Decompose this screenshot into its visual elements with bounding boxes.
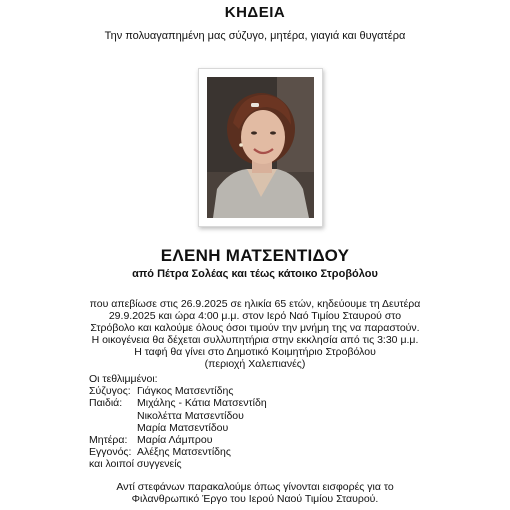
announcement-line: (περιοχή Χαλεπιανές) [204,358,306,370]
announcement-line: Η οικογένεια θα δέχεται συλλυπητήρια στην εκκλησία από τις 3:30 μ.μ. [91,334,419,346]
notice-title: ΚΗΔΕΙΑ [224,4,286,21]
children-row [89,422,469,434]
donation-line: Αντί στεφάνων παρακαλούμε όπως γίνονται εισφορές για το [116,481,394,493]
children-label: Παιδιά: [89,397,123,410]
mother-row [89,434,469,446]
donation-note [0,481,510,505]
deceased-name: ΕΛΕΝΗ ΜΑΤΣΕΝΤΙΔΟΥ [160,246,350,265]
announcement-line: 29.9.2025 και ώρα 4:00 μ.μ. στον Ιερό Ναό Τιμίου Σταυρού στο [108,310,402,322]
announcement-line: Η ταφή θα γίνει στο Δημοτικό Κοιμητήριο Στροβόλου [134,346,376,358]
mother-name: Μαρία Λάμπρου [137,434,213,447]
mother-label: Μητέρα: [89,434,128,447]
child-name: Μιχάλης - Κάτια Ματσεντίδη [137,397,267,410]
portrait-frame [198,68,323,227]
announcement-line: που απεβίωσε στις 26.9.2025 σε ηλικία 65 ετών, κηδεύουμε τη Δευτέρα [89,298,421,310]
children-row [89,410,469,422]
mourners-heading: Οι τεθλιμμένοι: [89,373,158,385]
other-relatives: και λοιποί συγγενείς [89,458,182,471]
announcement-text [0,298,510,370]
grandchild-row [89,446,469,458]
mourners-list [89,373,469,471]
deceased-origin: από Πέτρα Σολέας και τέως κάτοικο Στροβόλου [132,268,378,280]
donation-line: Φιλανθρωπικό Έργο του Ιερού Ναού Τιμίου Σταυρού. [131,493,379,505]
portrait-photo [207,77,314,218]
announcement-line: Στρόβολο και καλούμε όλους όσοι τιμούν την μνήμη της να παραστούν. [90,322,420,334]
portrait-illustration [207,77,314,218]
children-row [89,397,469,409]
spouse-row [89,385,469,397]
spouse-label: Σύζυγος: [89,385,131,398]
child-name: Νικολέττα Ματσεντίδου [137,409,244,422]
grandchild-label: Εγγονός: [89,446,132,459]
spouse-name: Γιάγκος Ματσεντίδης [137,385,234,398]
grandchild-name: Αλέξης Ματσεντίδης [137,446,231,459]
intro-line: Την πολυαγαπημένη μας σύζυγο, μητέρα, γιαγιά και θυγατέρα [104,30,406,42]
child-name: Μαρία Ματσεντίδου [137,421,229,434]
